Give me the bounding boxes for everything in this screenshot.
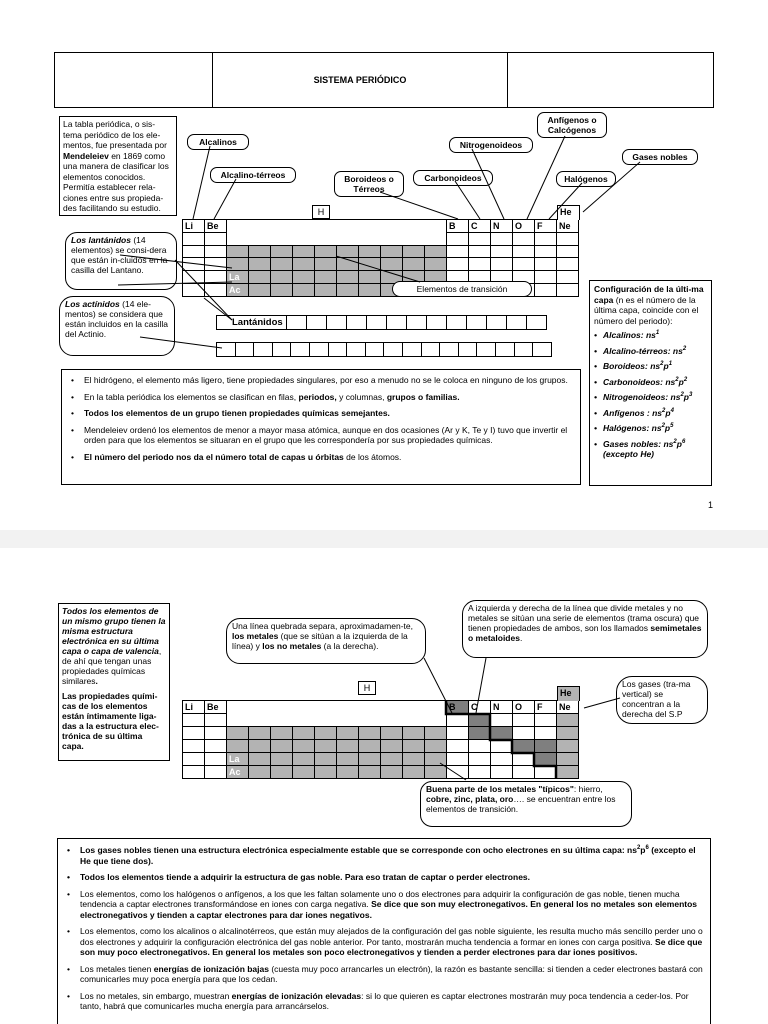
element-n: N bbox=[491, 701, 513, 714]
properties-box bbox=[57, 838, 711, 1024]
properties-bullet: • Los metales tienen energías de ionización bajas (cuesta muy poco arrancarles un electrón), la razón es bastante sencilla: si tienden a ceder electrones bastará con comunicarles muy poca energía para que los cedan. bbox=[62, 964, 706, 985]
bubble-semimetals: A izquierda y derecha de la línea que divide metales y no metales se sitúan una serie de elementos (trama oscura) que tienen propiedades de ambos, son los llamados semimetales o metaloides. bbox=[462, 600, 708, 658]
intro-box: La tabla periódica, o sis-tema periódico de los ele-mentos, fue presentada por Mendeleiev en 1869 como una manera de clasificar los elementos conocidos. Permitía establecer rela-ciones entre sus propieda-des facilitando su estudio. bbox=[59, 116, 177, 216]
callout-carbonoideos: Carbonoideos bbox=[413, 170, 493, 186]
summary-bullet: • El hidrógeno, el elemento más ligero, tiene propiedades singulares, por eso a menudo no se le coloca en ninguno de los grupos. bbox=[66, 375, 576, 386]
element-li: Li bbox=[183, 220, 205, 233]
summary-bullet: • Todos los elementos de un grupo tienen propiedades químicas semejantes. bbox=[66, 408, 576, 419]
summary-bullet: • En la tabla periódica los elementos se clasifican en filas, periodos, y columnas, grupos o familias. bbox=[66, 392, 576, 403]
bubble-metals: Una línea quebrada separa, aproximadamen-te, los metales (que se sitúan a la izquierda de la línea) y los no metales (a la derecha). bbox=[226, 618, 426, 664]
element-he: He bbox=[557, 686, 580, 701]
actinidos-box: Los actínidos (14 ele-mentos) se considera que están incluidos en la casilla del Actinio. bbox=[59, 296, 175, 356]
config-list bbox=[594, 330, 707, 460]
callout-alcalinos: Alcalinos bbox=[187, 134, 249, 150]
config-box bbox=[589, 280, 712, 486]
bubble-gases: Los gases (tra-ma vertical) se concentran a la derecha del S.P bbox=[616, 676, 708, 724]
config-item: • Alcalinos: $ns^1$ bbox=[594, 330, 707, 341]
element-ac: Ac bbox=[227, 284, 249, 297]
callout-anfigenos: Anfígenos o Calcógenos bbox=[537, 112, 607, 138]
element-be: Be bbox=[205, 220, 227, 233]
page-number: 1 bbox=[708, 500, 714, 510]
callout-halogenos: Halógenos bbox=[556, 171, 616, 187]
element-o: O bbox=[513, 701, 535, 714]
element-be: Be bbox=[205, 701, 227, 714]
element-f: F bbox=[535, 220, 557, 233]
properties-bullet: • Todos los elementos tiende a adquirir la estructura de gas noble. Para eso tratan de captar o perder electrones. bbox=[62, 872, 706, 883]
element-n: N bbox=[491, 220, 513, 233]
config-item: • Carbonoideos: $ns^2p^2$ bbox=[594, 377, 707, 388]
element-c: C bbox=[469, 220, 491, 233]
element-he: He bbox=[557, 205, 580, 220]
config-item: • Halógenos: $ns^2p^5$ bbox=[594, 423, 707, 434]
page-title: SISTEMA PERIÓDICO bbox=[313, 75, 407, 85]
element-b: B bbox=[447, 701, 469, 714]
element-h: H bbox=[312, 205, 330, 219]
element-ne: Ne bbox=[557, 220, 579, 233]
element-o: O bbox=[513, 220, 535, 233]
callout-alcalino-terreos: Alcalino-térreos bbox=[210, 167, 296, 183]
transicion-label: Elementos de transición bbox=[392, 281, 532, 297]
summary-box bbox=[61, 369, 581, 485]
element-ne: Ne bbox=[557, 701, 579, 714]
element-c: C bbox=[469, 701, 491, 714]
element-la: La bbox=[227, 753, 249, 766]
config-item: • Boroideos: $ns^2p^1$ bbox=[594, 361, 707, 372]
lantanidos-box: Los lantánidos (14 elementos) se consi-dera que están in-cluidos en la casilla del Lantano. bbox=[65, 232, 177, 290]
summary-bullet: • Mendeleiev ordenó los elementos de menor a mayor masa atómica, aunque en dos ocasiones (Ar y K, Te y I) tuvo que invertir el orden para que los elementos se situaran en el grupo que les correspondería por sus propiedades químicas. bbox=[66, 425, 576, 446]
properties-bullet: • Los elementos, como los alcalinos o alcalinotérreos, que están muy alejados de la configuración del gas noble siguiente, les resulta mucho más sencillo perder uno o dos electrones y adquirir la configuración electrónica del gas noble anterior. Por tanto, mostrarán mucha tendencia a formar en iones con carga positiva. Se dice que son muy poco electronegativos. En general los metales son poco electronegativos y tienden a perder electrones para dar iones positivos. bbox=[62, 926, 706, 958]
element-la: La bbox=[227, 271, 249, 284]
config-item: • Anfígenos : $ns^2p^4$ bbox=[594, 408, 707, 419]
properties-bullet: • Los gases nobles tienen una estructura electrónica especialmente estable que se corresponde con ocho electrones en su última capa: $ns^2p^6$ (excepto el He que tiene dos). bbox=[62, 845, 706, 866]
element-b: B bbox=[447, 220, 469, 233]
valence-box: Todos los elementos de un mismo grupo tienen la misma estructura electrónica en su última capa o capa de valencia, de ahí que tengan unas propiedades químicas similares. Las propiedades quími-cas de los elementos están íntimamente liga-das a la estructura elec-trónica de su última capa. bbox=[58, 603, 170, 761]
element-h: H bbox=[358, 681, 376, 695]
callout-boroideos: Boroideos o Térreos bbox=[334, 171, 404, 197]
properties-bullet: • Los no metales, sin embargo, muestran energías de ionización elevadas: si lo que quieren es captar electrones mostrarán muy poca tendencia a ceder-los. Por tanto, habrá que comunicarles mucha energía para arrancárselos. bbox=[62, 991, 706, 1012]
callout-gases-nobles: Gases nobles bbox=[622, 149, 698, 165]
bubble-transition-metals: Buena parte de los metales "típicos": hierro, cobre, zinc, plata, oro…. se encuentran entre los elementos de transición. bbox=[420, 781, 632, 827]
config-item: • Nitrogenoideos: $ns^2p^3$ bbox=[594, 392, 707, 403]
page-2 bbox=[0, 548, 768, 1024]
config-item: • Gases nobles: $ns^2p^6$ (excepto He) bbox=[594, 439, 707, 460]
config-item: • Alcalino-térreos: $ns^2$ bbox=[594, 346, 707, 357]
config-title: Configuración de la últi-ma capa (n es el número de la última capa, coincide con el número del periodo): bbox=[594, 284, 704, 326]
element-ac: Ac bbox=[227, 766, 249, 779]
element-li: Li bbox=[183, 701, 205, 714]
summary-bullet: • El número del periodo nos da el número total de capas u órbitas de los átomos. bbox=[66, 452, 576, 463]
callout-nitrogenoideos: Nitrogenoideos bbox=[449, 137, 533, 153]
properties-bullet: • Los elementos, como los halógenos o anfígenos, a los que les faltan solamente uno o dos electrones para adquirir la configuración de gas noble, tienen mucha tendencia a captar electrones transformándose en iones con carga negativa. Se dice que son muy electronegativos. En general los no metales son elementos electronegativos y tienden a captar electrones para dar iones negativos. bbox=[62, 889, 706, 921]
lantanidos-label: Lantánidos bbox=[232, 317, 283, 328]
element-f: F bbox=[535, 701, 557, 714]
